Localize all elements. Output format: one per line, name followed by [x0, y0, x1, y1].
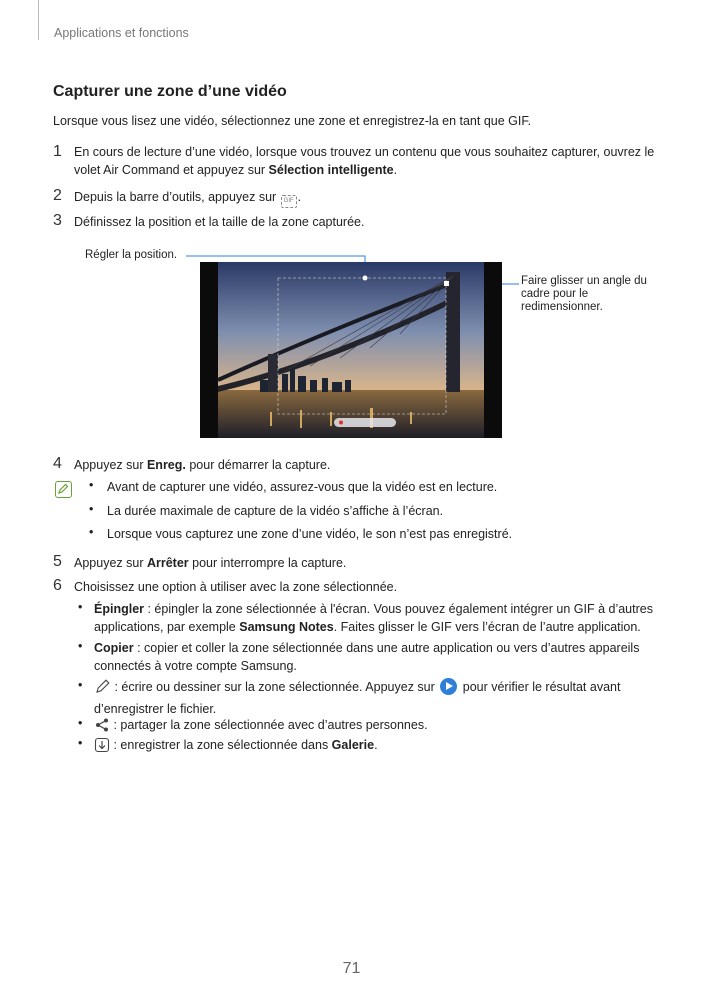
step-number-6: 6	[53, 577, 62, 594]
bullet: •	[78, 736, 83, 750]
step-number-3: 3	[53, 212, 62, 229]
step-3-text: Définissez la position et la taille de la zone capturée.	[74, 215, 365, 229]
page-number: 71	[342, 960, 361, 977]
callout-position: Régler la position.	[85, 249, 178, 261]
step-1-a: En cours de lecture d’une vidéo, lorsque vous trouvez un contenu que vous souhaitez capturer, ouvrez le volet Air Command et appuyez sur	[74, 145, 655, 177]
bullet: •	[78, 678, 83, 692]
option-copy-label: Copier	[94, 641, 134, 655]
step-number-5: 5	[53, 553, 62, 570]
bullet: •	[78, 716, 83, 730]
option-save-app: Galerie	[331, 738, 375, 752]
option-save	[94, 736, 654, 758]
step-5-text	[74, 554, 664, 572]
bullet: •	[78, 639, 83, 653]
option-draw-c: pour vérifier le résultat avant d’enregistrer le fichier.	[94, 680, 621, 716]
step-4-text	[74, 456, 664, 474]
option-pin-label: Épingler	[94, 602, 145, 616]
note-icon	[55, 481, 72, 498]
option-copy	[94, 639, 654, 675]
play-icon	[440, 678, 457, 695]
step-1-b: Sélection intelligente	[268, 163, 394, 177]
option-save-c: .	[374, 738, 378, 752]
bullet: •	[78, 600, 83, 614]
callout-resize: Faire glisser un angle du cadre pour le redimensionner.	[521, 275, 647, 313]
option-draw-a: : écrire ou dessiner sur la zone sélectionnée. Appuyez sur	[111, 680, 439, 694]
option-pin-c: . Faites glisser le GIF vers l’écran de l’autre application.	[333, 620, 641, 634]
step-number-2: 2	[53, 187, 62, 204]
option-pin	[94, 600, 654, 636]
gif-icon: GIF	[281, 195, 297, 208]
bullet: •	[89, 502, 94, 516]
step-5-a: Appuyez sur	[74, 556, 147, 570]
step-number-1: 1	[53, 143, 62, 160]
intro-text: Lorsque vous lisez une vidéo, sélectionnez une zone et enregistrez-la en tant que GIF.	[53, 114, 532, 128]
step-5-c: pour interrompre la capture.	[188, 556, 347, 570]
step-4-c: pour démarrer la capture.	[185, 458, 331, 472]
video-screenshot	[200, 262, 502, 438]
note-1: Avant de capturer une vidéo, assurez-vous que la vidéo est en lecture.	[107, 480, 498, 494]
step-2-a: Depuis la barre d’outils, appuyez sur	[74, 190, 280, 204]
option-share-a: : partager la zone sélectionnée avec d’autres personnes.	[110, 718, 428, 732]
step-6-text: Choisissez une option à utiliser avec la zone sélectionnée.	[74, 580, 398, 594]
option-save-a: : enregistrer la zone sélectionnée dans	[110, 738, 332, 752]
step-2-c: .	[297, 190, 302, 204]
share-icon	[94, 717, 110, 738]
option-draw	[94, 678, 654, 718]
step-number-4: 4	[53, 455, 62, 472]
step-4-a: Appuyez sur	[74, 458, 147, 472]
option-pin-app: Samsung Notes	[239, 620, 334, 634]
page-title: Capturer une zone d’une vidéo	[53, 83, 287, 100]
step-4-b: Enreg.	[146, 458, 186, 472]
note-3: Lorsque vous capturez une zone d’une vidéo, le son n’est pas enregistré.	[107, 527, 513, 541]
option-copy-a: : copier et coller la zone sélectionnée dans une autre application ou vers d’autres appareils connectés à votre compte Samsung.	[94, 641, 640, 673]
download-icon	[94, 737, 110, 758]
note-2: La durée maximale de capture de la vidéo s’affiche à l’écran.	[107, 504, 444, 518]
step-1-c: .	[393, 163, 398, 177]
pen-icon	[94, 678, 111, 700]
option-share	[94, 716, 654, 738]
bullet: •	[89, 478, 94, 492]
option-pin-a: : épingler la zone sélectionnée à l'écran. Vous pouvez également intégrer un GIF à d’autres applications, par exemple	[94, 602, 653, 634]
step-5-b: Arrêter	[146, 556, 189, 570]
section-header: Applications et fonctions	[54, 26, 189, 40]
bullet: •	[89, 525, 94, 539]
